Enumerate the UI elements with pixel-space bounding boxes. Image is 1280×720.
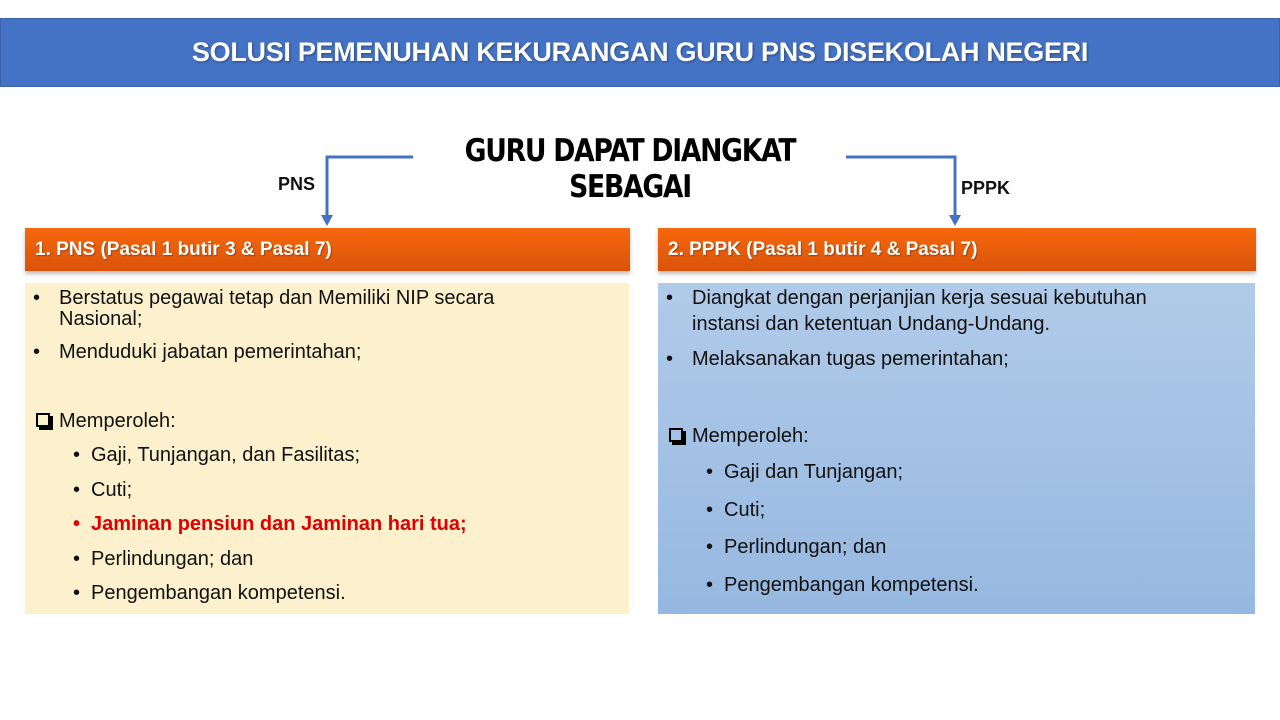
- page-title: SOLUSI PEMENUHAN KEKURANGAN GURU PNS DISEKOLAH NEGERI: [191, 37, 1089, 67]
- bullet-icon: •: [33, 341, 41, 363]
- list-item-text: Melaksanakan tugas pemerintahan;: [692, 348, 1009, 370]
- pppk-header-text: 2. PPPK (Pasal 1 butir 4 & Pasal 7): [668, 238, 978, 260]
- branch-label-pns: PNS: [278, 174, 316, 194]
- branch-connector: [0, 0, 1280, 240]
- bullet-icon: •: [666, 287, 674, 309]
- list-item-text: Nasional;: [59, 308, 143, 330]
- sub-list-item-text: Pengembangan kompetensi.: [724, 574, 979, 596]
- pppk-content-panel: [658, 283, 1255, 614]
- sub-list-item-text: Gaji, Tunjangan, dan Fasilitas;: [91, 444, 361, 466]
- sub-list-item-text: Cuti;: [91, 479, 133, 501]
- list-item-text: Memperoleh:: [59, 410, 176, 432]
- pns-content-panel: [25, 283, 629, 614]
- sub-list-item-text: Cuti;: [724, 499, 766, 521]
- bullet-icon: •: [73, 548, 81, 570]
- bullet-icon: •: [73, 582, 81, 604]
- checkbox-bullet-icon: [669, 428, 683, 442]
- bullet-icon: •: [706, 536, 714, 558]
- list-item-text: Berstatus pegawai tetap dan Memiliki NIP secara: [59, 287, 495, 309]
- list-item-text: Diangkat dengan perjanjian kerja sesuai kebutuhan: [692, 287, 1147, 309]
- bullet-icon: •: [706, 499, 714, 521]
- right-arrowhead-icon: [949, 215, 961, 226]
- sub-list-item-text: Perlindungan; dan: [724, 536, 887, 558]
- sub-list-item-text: Gaji dan Tunjangan;: [724, 461, 904, 483]
- bullet-icon: •: [706, 574, 714, 596]
- list-item-text: instansi dan ketentuan Undang-Undang.: [692, 313, 1051, 335]
- bullet-icon: •: [706, 461, 714, 483]
- branch-label-pppk: PPPK: [961, 178, 1011, 198]
- left-arrowhead-icon: [321, 215, 333, 226]
- bullet-icon: •: [73, 479, 81, 501]
- sub-list-item-text: Jaminan pensiun dan Jaminan hari tua;: [91, 513, 467, 535]
- left-connector-line: [327, 157, 413, 218]
- diagram-heading: GURU DAPAT DIANGKAT SEBAGAI: [464, 133, 796, 205]
- bullet-icon: •: [666, 348, 674, 370]
- list-item-text: Memperoleh:: [692, 425, 809, 447]
- bullet-icon: •: [73, 513, 81, 535]
- pns-section-header: [25, 228, 630, 271]
- bullet-icon: •: [73, 444, 81, 466]
- checkbox-bullet-icon: [36, 413, 50, 427]
- bullet-icon: •: [33, 287, 41, 309]
- pppk-section-header: [658, 228, 1256, 271]
- sub-list-item-text: Perlindungan; dan: [91, 548, 254, 570]
- pns-header-text: 1. PNS (Pasal 1 butir 3 & Pasal 7): [35, 238, 332, 260]
- sub-list-item-text: Pengembangan kompetensi.: [91, 582, 346, 604]
- right-connector-line: [846, 157, 955, 218]
- list-item-text: Menduduki jabatan pemerintahan;: [59, 341, 362, 363]
